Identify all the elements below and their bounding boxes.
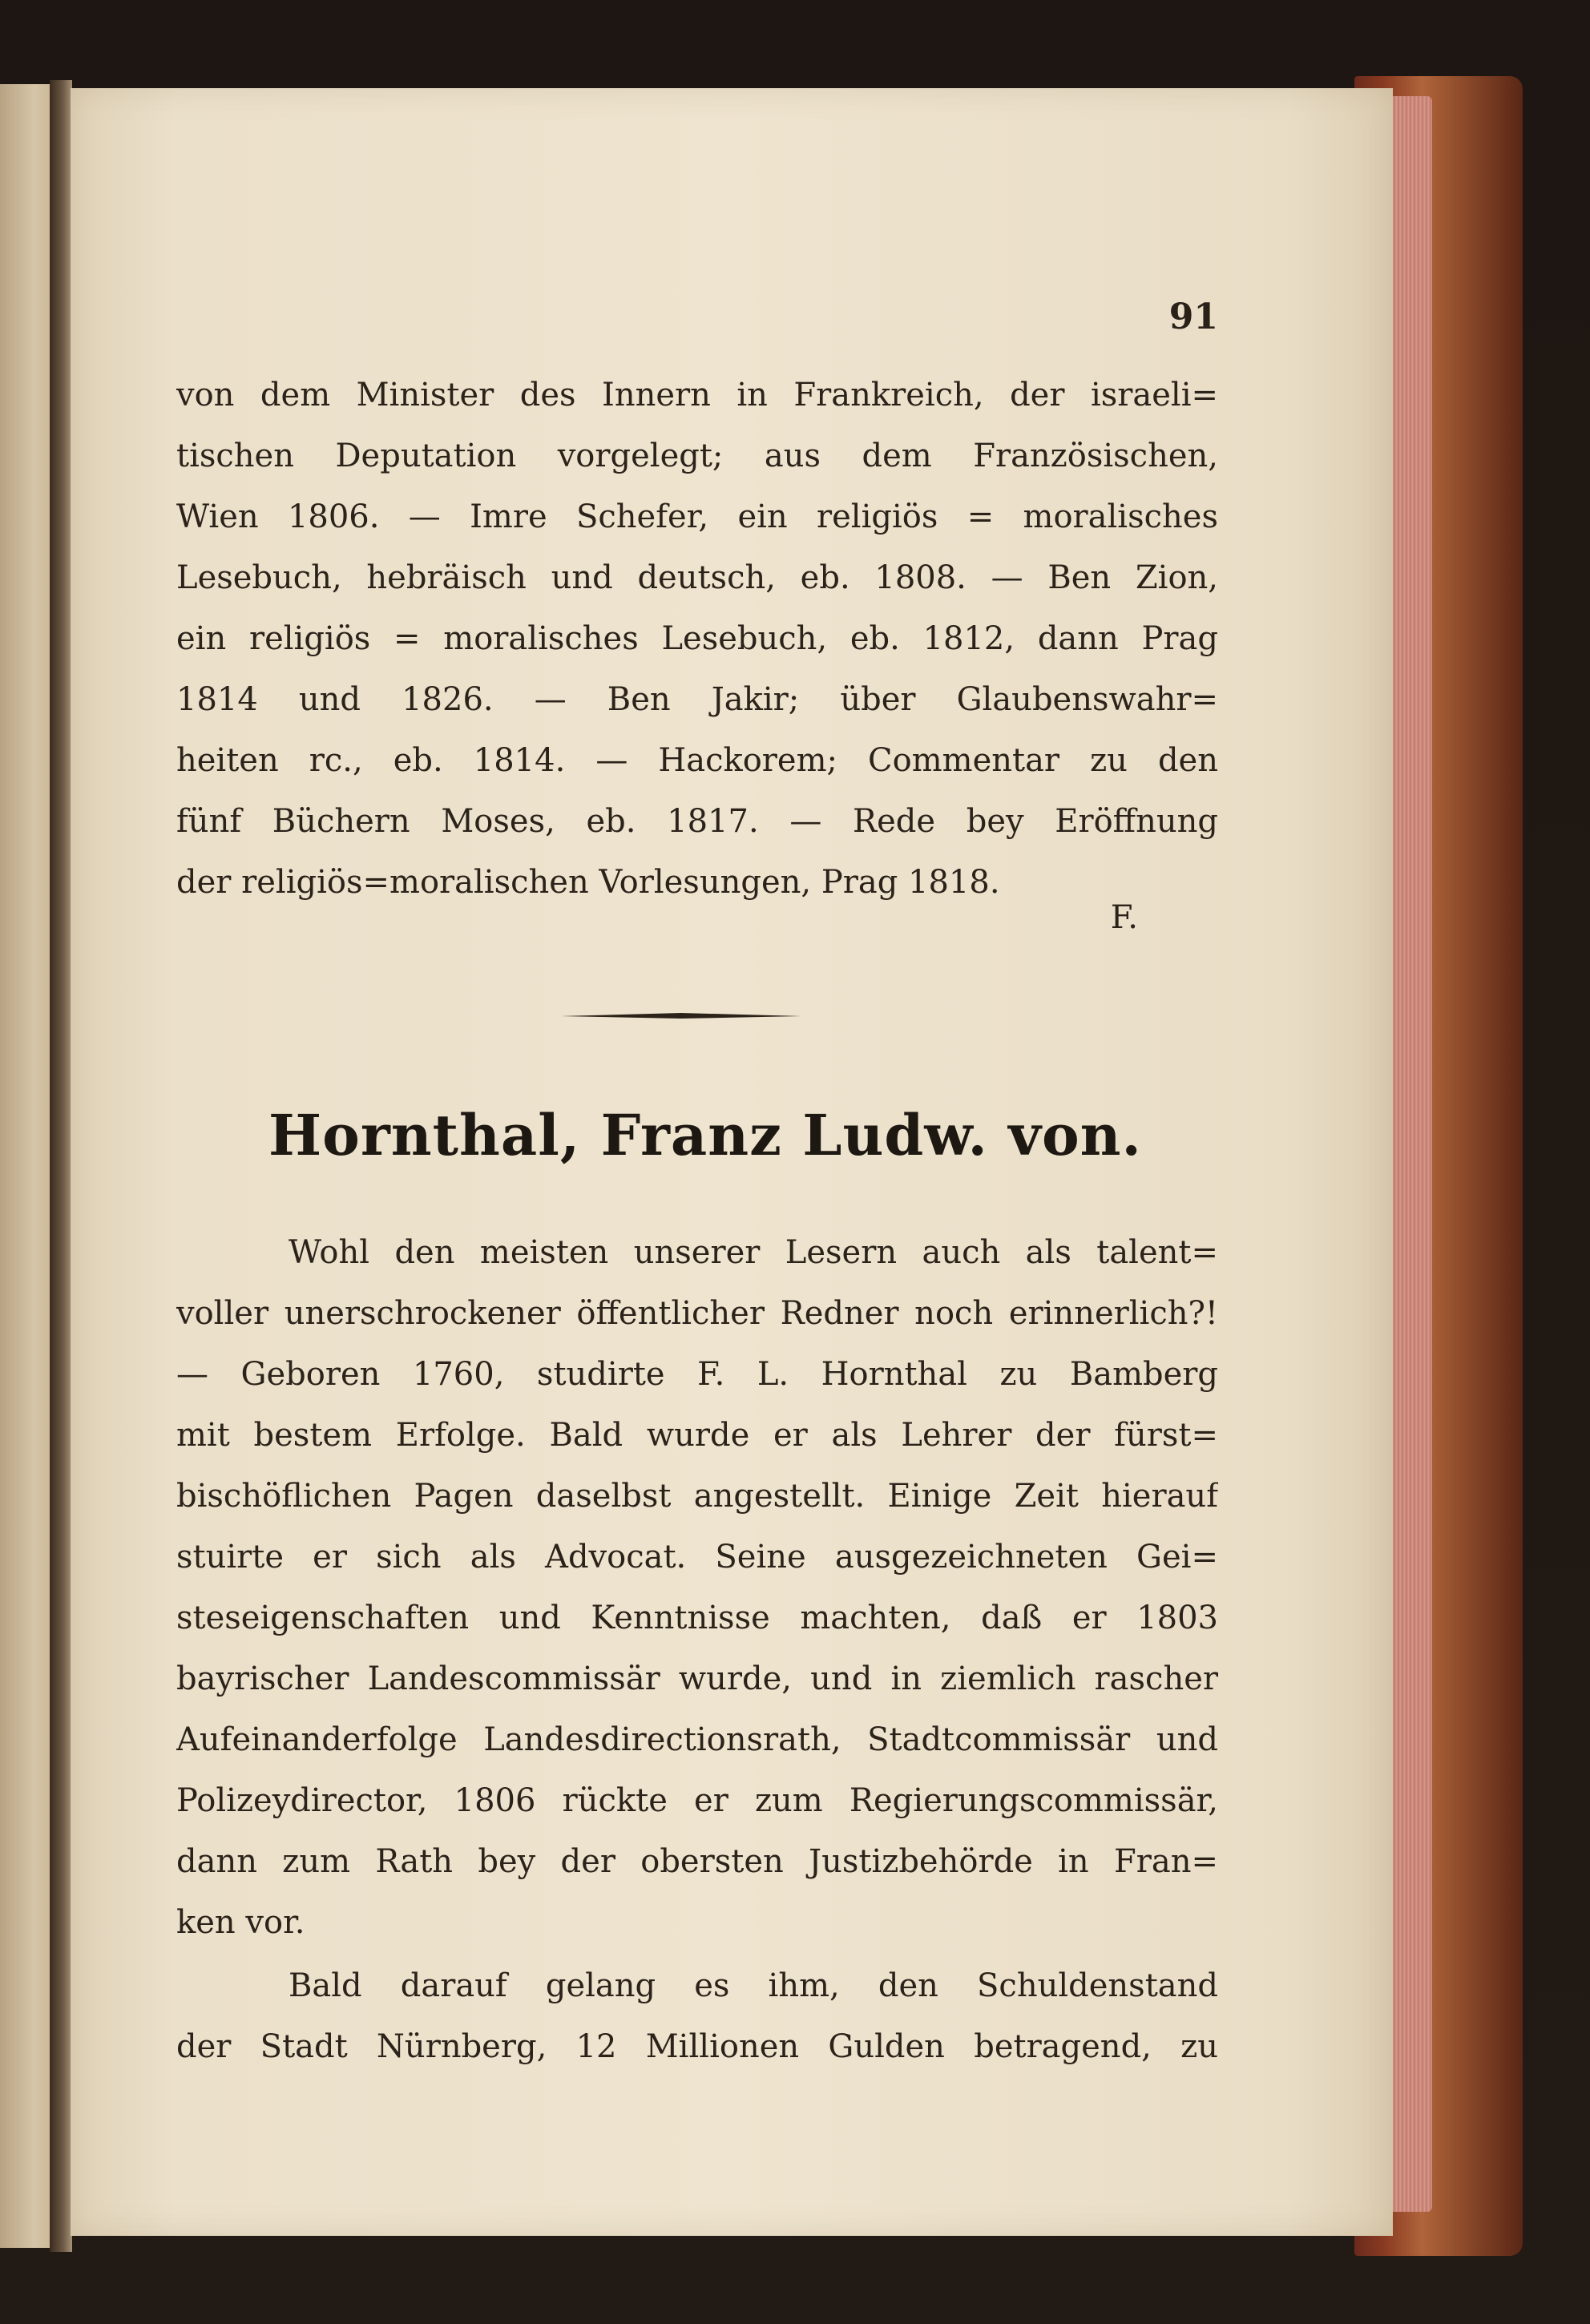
continuation-text xyxy=(176,365,1218,913)
page-number: 91 xyxy=(1168,297,1218,337)
text-line: von dem Minister des Innern in Frankreich, der israeli= xyxy=(176,377,1218,414)
text-line: Wohl den meisten unserer Lesern auch als talent= xyxy=(289,1234,1218,1271)
book-gutter xyxy=(50,80,72,2252)
text-line: tischen Deputation vorgelegt; aus dem Französischen, xyxy=(176,438,1218,474)
paragraph-1 xyxy=(176,1222,1218,1953)
text-line: ein religiös = moralisches Lesebuch, eb. 1812, dann Prag xyxy=(176,620,1218,657)
text-line: voller unerschrockener öffentlicher Redner noch erinnerlich?! xyxy=(176,1295,1218,1332)
page-edges xyxy=(1390,96,1432,2212)
text-line: stuirte er sich als Advocat. Seine ausgezeichneten Gei= xyxy=(176,1539,1218,1576)
paragraph-2 xyxy=(176,1955,1218,2077)
text-line: ken vor. xyxy=(176,1904,305,1941)
author-signature: F. xyxy=(1110,899,1138,936)
text-line: Polizeydirector, 1806 rückte er zum Regierungscommissär, xyxy=(176,1782,1218,1819)
text-line: dann zum Rath bey der obersten Justizbehörde in Fran= xyxy=(176,1843,1218,1880)
text-line: Bald darauf gelang es ihm, den Schuldenstand xyxy=(289,1967,1218,2004)
entry-heading: Hornthal, Franz Ludw. von. xyxy=(268,1102,1142,1168)
text-line: bayrischer Landescommissär wurde, und in ziemlich rascher xyxy=(176,1660,1218,1697)
text-line: der religiös=moralischen Vorlesungen, Prag 1818. xyxy=(176,864,1000,901)
text-line: — Geboren 1760, studirte F. L. Hornthal zu Bamberg xyxy=(176,1356,1218,1393)
text-line: bischöflichen Pagen daselbst angestellt. Einige Zeit hierauf xyxy=(176,1478,1218,1515)
text-line: heiten rc., eb. 1814. — Hackorem; Commentar zu den xyxy=(176,742,1218,779)
text-line: 1814 und 1826. — Ben Jakir; über Glaubenswahr= xyxy=(176,681,1218,718)
text-line: fünf Büchern Moses, eb. 1817. — Rede bey Eröffnung xyxy=(176,803,1218,840)
text-line: Wien 1806. — Imre Schefer, ein religiös = moralisches xyxy=(176,498,1218,535)
text-line: der Stadt Nürnberg, 12 Millionen Gulden betragend, zu xyxy=(176,2028,1218,2065)
section-divider xyxy=(561,1011,801,1021)
text-line: Lesebuch, hebräisch und deutsch, eb. 1808. — Ben Zion, xyxy=(176,559,1218,596)
text-line: mit bestem Erfolge. Bald wurde er als Lehrer der fürst= xyxy=(176,1417,1218,1454)
text-line: Aufeinanderfolge Landesdirectionsrath, Stadtcommissär und xyxy=(176,1721,1218,1758)
text-line: steseigenschaften und Kenntnisse machten, daß er 1803 xyxy=(176,1600,1218,1636)
